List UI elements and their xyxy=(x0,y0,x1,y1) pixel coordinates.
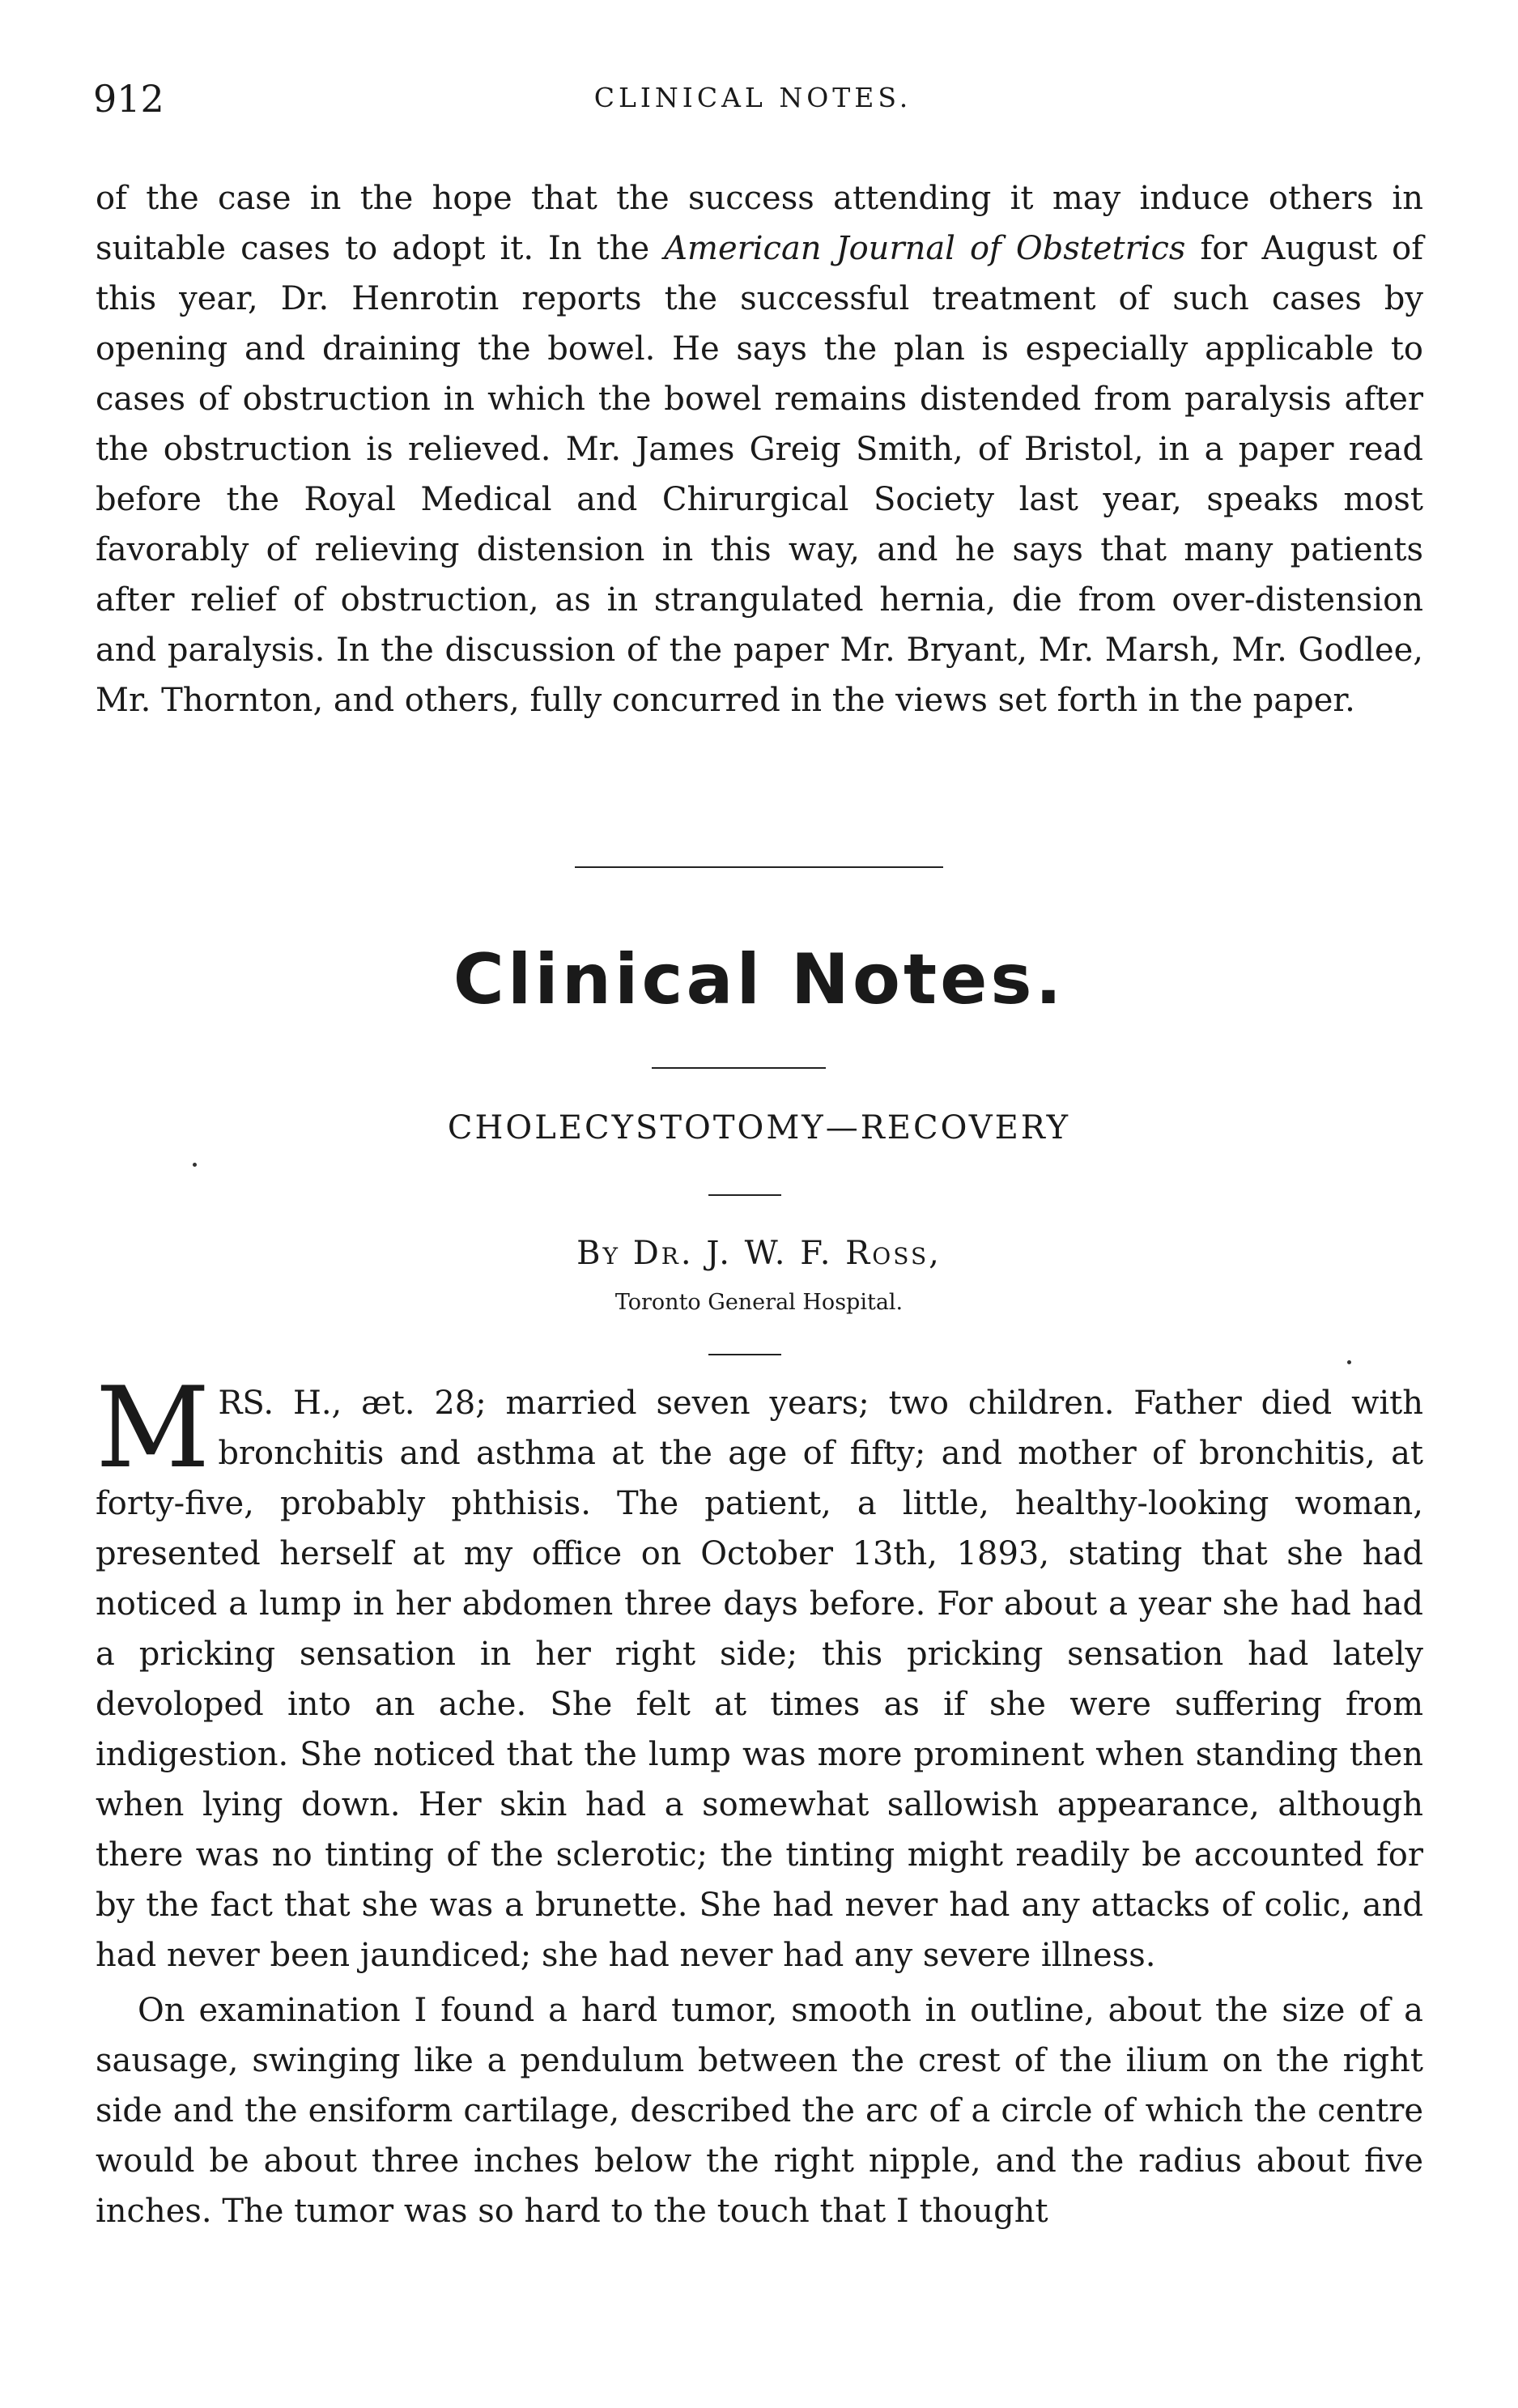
running-header xyxy=(93,77,1413,126)
run-in-text: RS. H., xyxy=(218,1385,342,1422)
author-affiliation: Toronto General Hospital. xyxy=(614,1290,904,1315)
author-byline: By Dr. J. W. F. Ross, xyxy=(576,1235,942,1272)
paragraph-1-text: æt. 28; married seven years; two children. Father died with bronchitis and asthma at the age of fifty; and mother of bronchitis, at forty-five, probably phthisis. The patient, a little, healthy-looking woman, presented herself at my office on October 13th, 1893, stating that she had noticed a lump in her abdomen three days before. For about a year she had had a pricking sensation in her right side; this pricking sensation had lately devoloped into an ache. She felt at times as if she were suffering from indigestion. She noticed that the lump was more prominent when standing then when lying down. Her skin had a somewhat sallowish appearance, although there was no tinting of the sclerotic; the tinting might readily be accounted for by the fact that she was a brunette. She had never had any attacks of colic, and had never been jaundiced; she had never had any severe illness. xyxy=(96,1385,1423,1974)
print-speck xyxy=(193,1163,197,1167)
paragraph-text-after-journal: for August of this year, Dr. Henrotin reports the successful treatment of such cases by opening and draining the bowel. He says the plan is especially applicable to cases of obstruction in which the bowel remains distended from paralysis after the obstruction is relieved. Mr. James Greig Smith, of Bristol, in a paper read before the Royal Medical and Chirurgical Society last year, speaks most favorably of relieving distension in this way, and he says that many patients after relief of obstruction, as in strangulated hernia, die from over-distension and paralysis. In the discussion of the paper Mr. Bryant, Mr. Marsh, Mr. Godlee, Mr. Thornton, and others, fully concurred in the views set forth in the paper. xyxy=(96,230,1424,719)
section-divider-rule xyxy=(575,866,943,868)
article-paragraph-1 xyxy=(96,1363,1423,1980)
article-body xyxy=(96,1363,1423,2236)
continued-text-block xyxy=(96,173,1423,725)
print-speck xyxy=(1347,1360,1351,1364)
continued-paragraph xyxy=(96,173,1423,725)
title-divider-rule xyxy=(708,1194,781,1196)
paragraph-text-before-journal: of the case in the hope that the success attending it may induce others in suitable cases to adopt it. In the xyxy=(96,180,1423,267)
section-heading: Clinical Notes. xyxy=(453,939,1065,1020)
heading-underline-rule xyxy=(652,1067,826,1069)
drop-cap: M xyxy=(96,1363,210,1493)
page-number: 912 xyxy=(93,77,164,121)
article-paragraph-2: On examination I found a hard tumor, smooth in outline, about the size of a sausage, swinging like a pendulum between the crest of the ilium on the right side and the ensiform cartilage, described the arc of a circle of which the centre would be about three inches below the right nipple, and the radius about five inches. The tumor was so hard to the touch that I thought xyxy=(96,1992,1423,2230)
article-title: CHOLECYSTOTOMY—RECOVERY xyxy=(447,1109,1071,1147)
running-title: CLINICAL NOTES. xyxy=(593,82,912,113)
journal-title-italic: American Journal of Obstetrics xyxy=(664,230,1186,267)
byline-divider-rule xyxy=(708,1354,781,1355)
